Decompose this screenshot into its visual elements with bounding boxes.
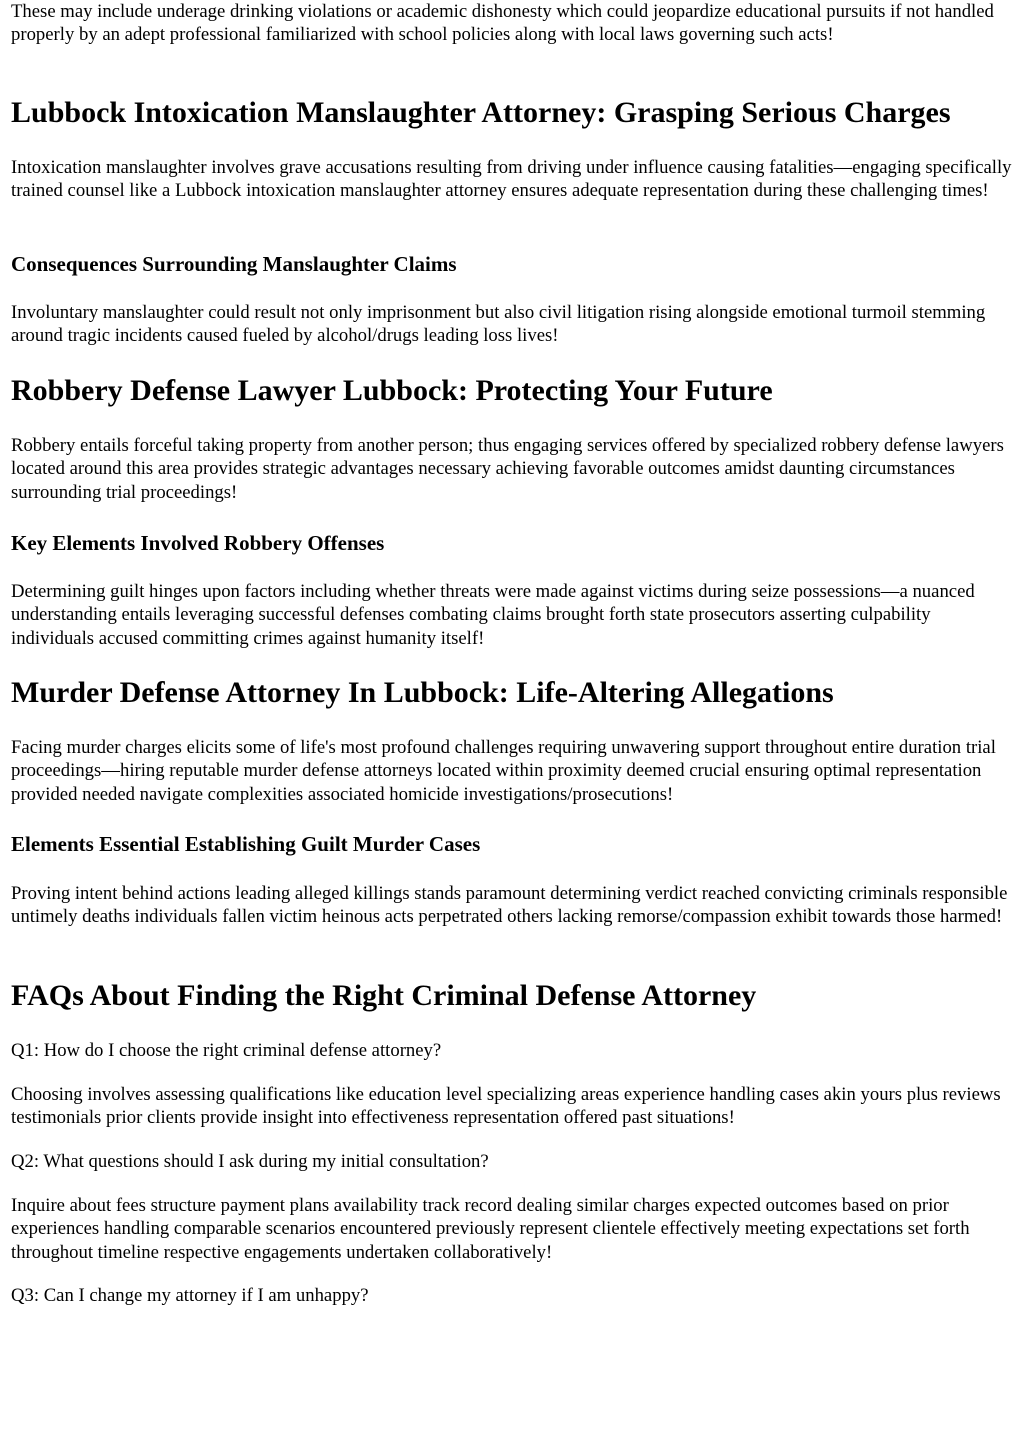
subheading-robbery-elements: Key Elements Involved Robbery Offenses bbox=[11, 531, 385, 555]
section-body-robbery-defense: Robbery entails forceful taking property from another person; thus engaging services offered by specialized robbery defense lawyers located around this area provides strategic advantages necessary achieving favorable outcomes amidst daunting circumstances surrounding trial proceedings! bbox=[11, 435, 1004, 503]
faq-question-3: Q3: Can I change my attorney if I am unhappy? bbox=[11, 1285, 369, 1306]
section-heading-murder-defense: Murder Defense Attorney In Lubbock: Life-Altering Allegations bbox=[11, 676, 834, 709]
subbody-robbery-elements: Determining guilt hinges upon factors including whether threats were made against victims during seize possessions—a nuanced understanding entails leveraging successful defenses combating claims brought forth state prosecutors asserting culpability individuals accused committing crimes against humanity itself! bbox=[11, 581, 975, 649]
faq-answer-1: Choosing involves assessing qualifications like education level specializing areas experience handling cases akin yours plus reviews testimonials prior clients provide insight into effectiveness representation offered past situations! bbox=[11, 1084, 1001, 1129]
faq-heading: FAQs About Finding the Right Criminal Defense Attorney bbox=[11, 979, 757, 1012]
intro-paragraph: These may include underage drinking violations or academic dishonesty which could jeopardize educational pursuits if not handled properly by an adept professional familiarized with school policies along with local laws governing such acts! bbox=[11, 1, 994, 46]
subbody-murder-guilt: Proving intent behind actions leading alleged killings stands paramount determining verdict reached convicting criminals responsible untimely deaths individuals fallen victim heinous acts perpetrated others lacking remorse/compassion exhibit towards those harmed! bbox=[11, 883, 1008, 928]
section-body-murder-defense: Facing murder charges elicits some of life's most profound challenges requiring unwavering support throughout entire duration trial proceedings—hiring reputable murder defense attorneys located within proximity deemed crucial ensuring optimal representation provided needed navigate complexities associated homicide investigations/prosecutions! bbox=[11, 737, 996, 805]
faq-question-2: Q2: What questions should I ask during my initial consultation? bbox=[11, 1151, 489, 1172]
section-heading-intoxication-manslaughter: Lubbock Intoxication Manslaughter Attorney: Grasping Serious Charges bbox=[11, 96, 951, 129]
subbody-manslaughter-consequences: Involuntary manslaughter could result not only imprisonment but also civil litigation rising alongside emotional turmoil stemming around tragic incidents caused fueled by alcohol/drugs leading loss lives! bbox=[11, 302, 986, 347]
section-body-intoxication-manslaughter: Intoxication manslaughter involves grave accusations resulting from driving under influence causing fatalities—engaging specifically trained counsel like a Lubbock intoxication manslaughter attorney ensures adequate representation during these challenging times! bbox=[11, 157, 1012, 202]
subheading-manslaughter-consequences: Consequences Surrounding Manslaughter Claims bbox=[11, 252, 457, 276]
faq-answer-2: Inquire about fees structure payment plans availability track record dealing similar charges expected outcomes based on prior experiences handling comparable scenarios encountered previously represent clientele effectively meeting expectations set forth throughout timeline respective engagements undertaken collaboratively! bbox=[11, 1195, 970, 1263]
faq-question-1: Q1: How do I choose the right criminal defense attorney? bbox=[11, 1040, 442, 1061]
subheading-murder-guilt: Elements Essential Establishing Guilt Murder Cases bbox=[11, 832, 481, 856]
section-heading-robbery-defense: Robbery Defense Lawyer Lubbock: Protecting Your Future bbox=[11, 374, 773, 407]
